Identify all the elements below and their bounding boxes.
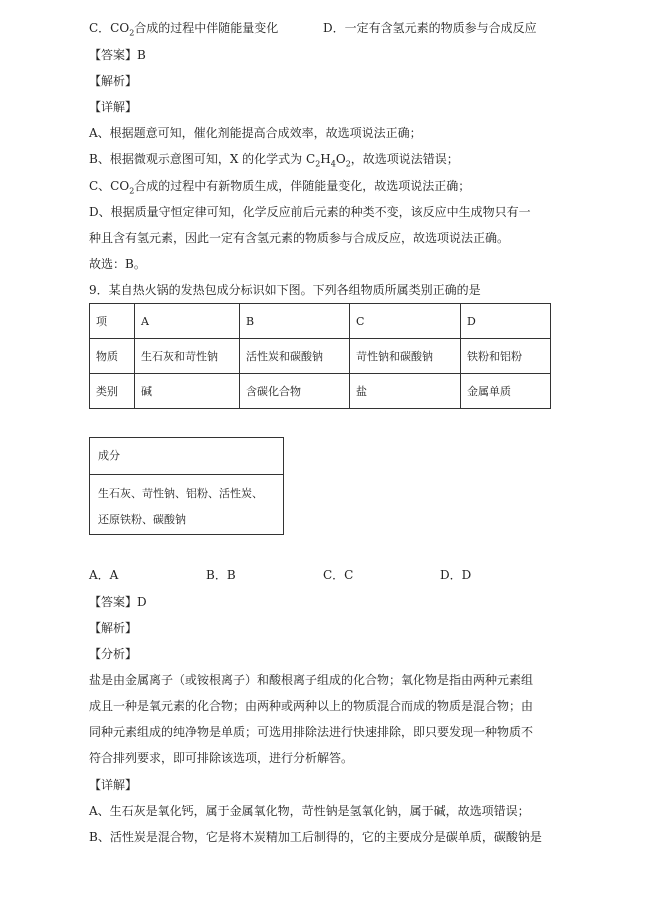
- ingredient-box-title: 成分: [90, 438, 283, 475]
- q9-classification-table: [89, 303, 551, 409]
- q9-detail-line: A、生石灰是氧化钙，属于金属氧化物，苛性钠是氢氧化钠，属于碱，故选项错误；: [89, 804, 530, 818]
- table-cell: 类别: [90, 374, 135, 409]
- table-cell: 项: [90, 304, 135, 339]
- table-cell: 生石灰和苛性钠: [135, 339, 240, 374]
- table-cell: 苛性钠和碳酸钠: [350, 339, 461, 374]
- q9-option-d: D．D: [440, 568, 472, 582]
- table-row: [90, 374, 551, 409]
- ingredient-line: 生石灰、苛性钠、铝粉、活性炭、: [98, 487, 263, 500]
- table-cell: B: [240, 304, 350, 339]
- q8-detail-c: C、$CO_2$合成的过程中有新物质生成，伴随能量变化，故选项说法正确；: [89, 179, 471, 196]
- ingredient-line: 还原铁粉、碳酸钠: [98, 513, 186, 526]
- table-cell: 碱: [135, 374, 240, 409]
- q9-option-a: A．A: [89, 568, 119, 582]
- q9-fenxi-line: 成且一种是氧元素的化合物；由两种或两种以上的物质混合而成的物质是混合物；由: [89, 699, 534, 713]
- q9-option-b: B．B: [206, 568, 236, 582]
- table-cell: D: [461, 304, 551, 339]
- table-cell: A: [135, 304, 240, 339]
- option-d-prev: D．一定有含氢元素的物质参与合成反应: [323, 21, 537, 35]
- q9-fenxi-line: 同种元素组成的纯净物是单质；可选用排除法进行快速排除，即只要发现一种物质不: [89, 725, 534, 739]
- q9-detail-line: B、活性炭是混合物，它是将木炭精加工后制得的，它的主要成分是碳单质，碳酸钠是: [89, 830, 542, 844]
- table-cell: 盐: [350, 374, 461, 409]
- option-c-prev: C．$CO_2$合成的过程中伴随能量变化: [89, 21, 279, 38]
- q8-conclusion: 故选：B。: [89, 257, 146, 271]
- q9-option-c: C．C: [323, 568, 354, 582]
- table-cell: C: [350, 304, 461, 339]
- q8-analysis-label: 【解析】: [89, 74, 138, 88]
- q8-detail-d2: 种且含有氢元素，因此一定有含氢元素的物质参与合成反应，故选项说法正确。: [89, 231, 510, 245]
- q9-fenxi-line: 盐是由金属离子（或铵根离子）和酸根离子组成的化合物；氧化物是指由两种元素组: [89, 673, 534, 687]
- q9-fenxi-line: 符合排列要求，即可排除该选项，进行分析解答。: [89, 751, 354, 765]
- table-cell: 金属单质: [461, 374, 551, 409]
- table-header-row: [90, 304, 551, 339]
- q9-fenxi-label: 【分析】: [89, 647, 138, 661]
- table-cell: 活性炭和碳酸钠: [240, 339, 350, 374]
- q8-detail-label: 【详解】: [89, 100, 138, 114]
- ingredient-label-box: [89, 437, 284, 535]
- q8-detail-d1: D、根据质量守恒定律可知，化学反应前后元素的种类不变，该反应中生成物只有一: [89, 205, 531, 219]
- q9-detail-label: 【详解】: [89, 778, 138, 792]
- q8-detail-a: A、根据题意可知，催化剂能提高合成效率，故选项说法正确；: [89, 126, 422, 140]
- ingredient-box-body: [90, 475, 283, 539]
- q8-detail-b: B、根据微观示意图可知，X 的化学式为 $C_2H_4O_2$，故选项说法错误；: [89, 152, 459, 169]
- q9-analysis-label: 【解析】: [89, 621, 138, 635]
- table-cell: 物质: [90, 339, 135, 374]
- q8-answer: 【答案】B: [89, 48, 146, 62]
- q9-stem: 9．某自热火锅的发热包成分标识如下图。下列各组物质所属类别正确的是: [89, 283, 481, 297]
- q9-answer: 【答案】D: [89, 595, 147, 609]
- table-cell: 铁粉和铝粉: [461, 339, 551, 374]
- table-cell: 含碳化合物: [240, 374, 350, 409]
- table-row: [90, 339, 551, 374]
